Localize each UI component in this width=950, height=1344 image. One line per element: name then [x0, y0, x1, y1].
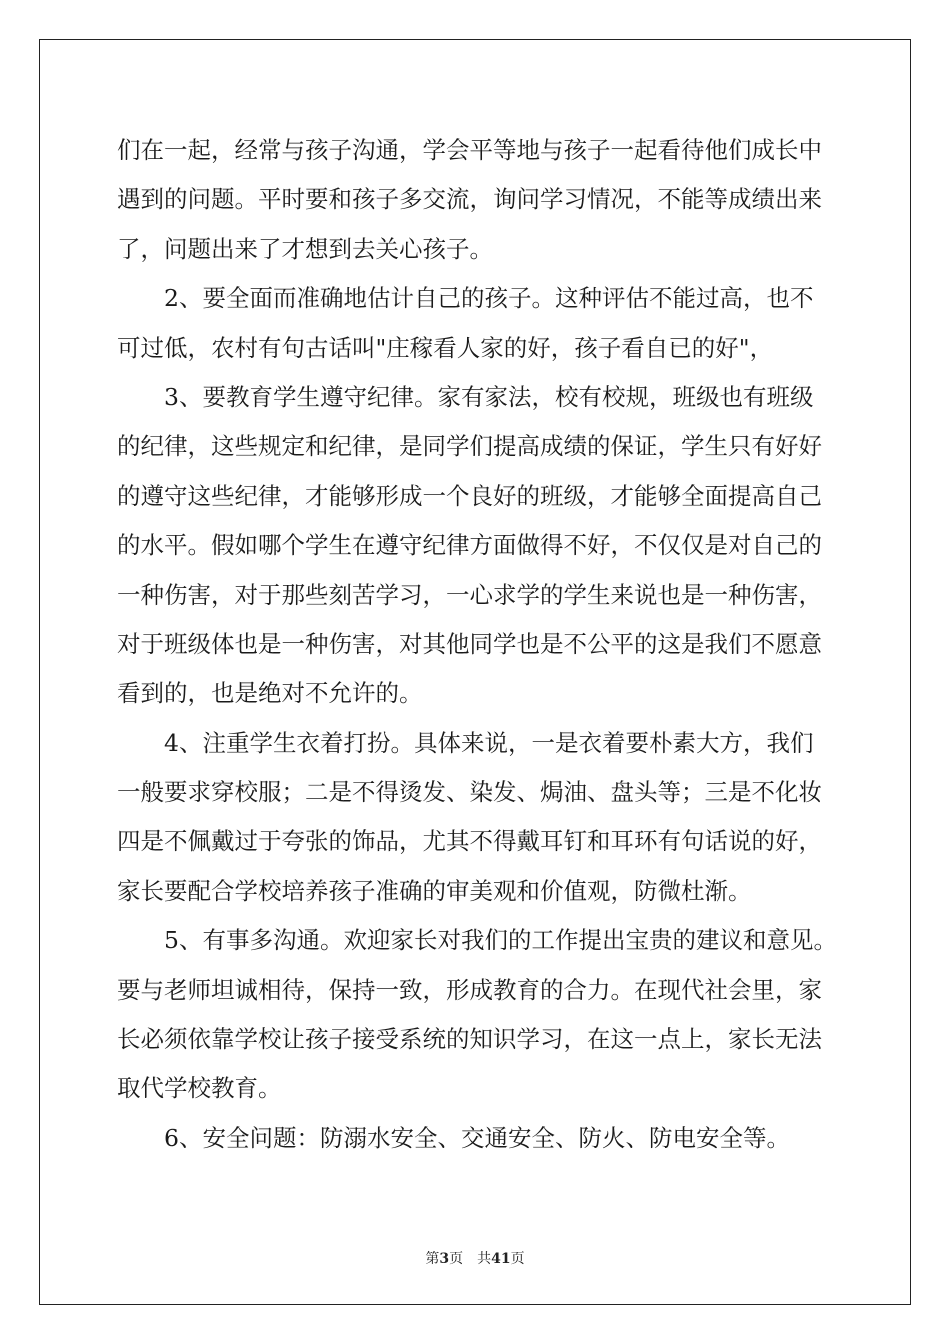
total-suffix: 页	[510, 1251, 525, 1267]
text-line-1: 们在一起，经常与孩子沟通，学会平等地与孩子一起看待他们成长中	[117, 136, 822, 164]
text-line-21: 6、安全问题：防溺水安全、交通安全、防火、防电安全等。	[117, 1123, 790, 1152]
text-line-15: 四是不佩戴过于夸张的饰品，尤其不得戴耳钉和耳环有句话说的好，	[117, 827, 822, 856]
text-line-14: 一般要求穿校服；二是不得烫发、染发、焗油、盘头等；三是不化妆	[117, 778, 822, 807]
page-suffix: 页	[449, 1251, 464, 1267]
page-footer	[0, 1248, 950, 1268]
text-line-4: 2、要全面而准确地估计自己的孩子。这种评估不能过高，也不	[117, 284, 814, 313]
text-line-5: 可过低，农村有句古话叫"庄稼看人家的好，孩子看自已的好"，	[117, 333, 774, 362]
total-prefix: 共	[477, 1251, 492, 1267]
text-line-19: 长必须依靠学校让孩子接受系统的知识学习，在这一点上，家长无法	[117, 1025, 822, 1054]
text-line-3: 了，问题出来了才想到去关心孩子。	[117, 234, 493, 263]
text-line-6: 3、要教育学生遵守纪律。家有家法，校有校规，班级也有班级	[117, 382, 814, 411]
text-line-2: 遇到的问题。平时要和孩子多交流，询问学习情况，不能等成绩出来	[117, 185, 822, 214]
text-line-12: 看到的，也是绝对不允许的。	[117, 679, 423, 708]
text-line-17: 5、有事多沟通。欢迎家长对我们的工作提出宝贵的建议和意见。	[117, 926, 837, 955]
page-number: 3	[439, 1251, 450, 1267]
text-line-8: 的遵守这些纪律，才能够形成一个良好的班级，才能够全面提高自己	[117, 481, 822, 510]
text-line-18: 要与老师坦诚相待，保持一致，形成教育的合力。在现代社会里，家	[117, 975, 822, 1004]
total-pages: 41	[491, 1251, 511, 1267]
text-line-20: 取代学校教育。	[117, 1074, 282, 1103]
text-line-13: 4、注重学生衣着打扮。具体来说，一是衣着要朴素大方，我们	[117, 728, 814, 757]
document-body	[117, 126, 862, 1163]
text-line-10: 一种伤害，对于那些刻苦学习，一心求学的学生来说也是一种伤害，	[117, 580, 822, 609]
text-line-11: 对于班级体也是一种伤害，对其他同学也是不公平的这是我们不愿意	[117, 629, 822, 658]
page-prefix: 第	[425, 1251, 440, 1267]
text-line-9: 的水平。假如哪个学生在遵守纪律方面做得不好，不仅仅是对自己的	[117, 531, 822, 560]
text-line-16: 家长要配合学校培养孩子准确的审美观和价值观，防微杜渐。	[117, 876, 752, 905]
text-line-7: 的纪律，这些规定和纪律，是同学们提高成绩的保证，学生只有好好	[117, 432, 822, 461]
